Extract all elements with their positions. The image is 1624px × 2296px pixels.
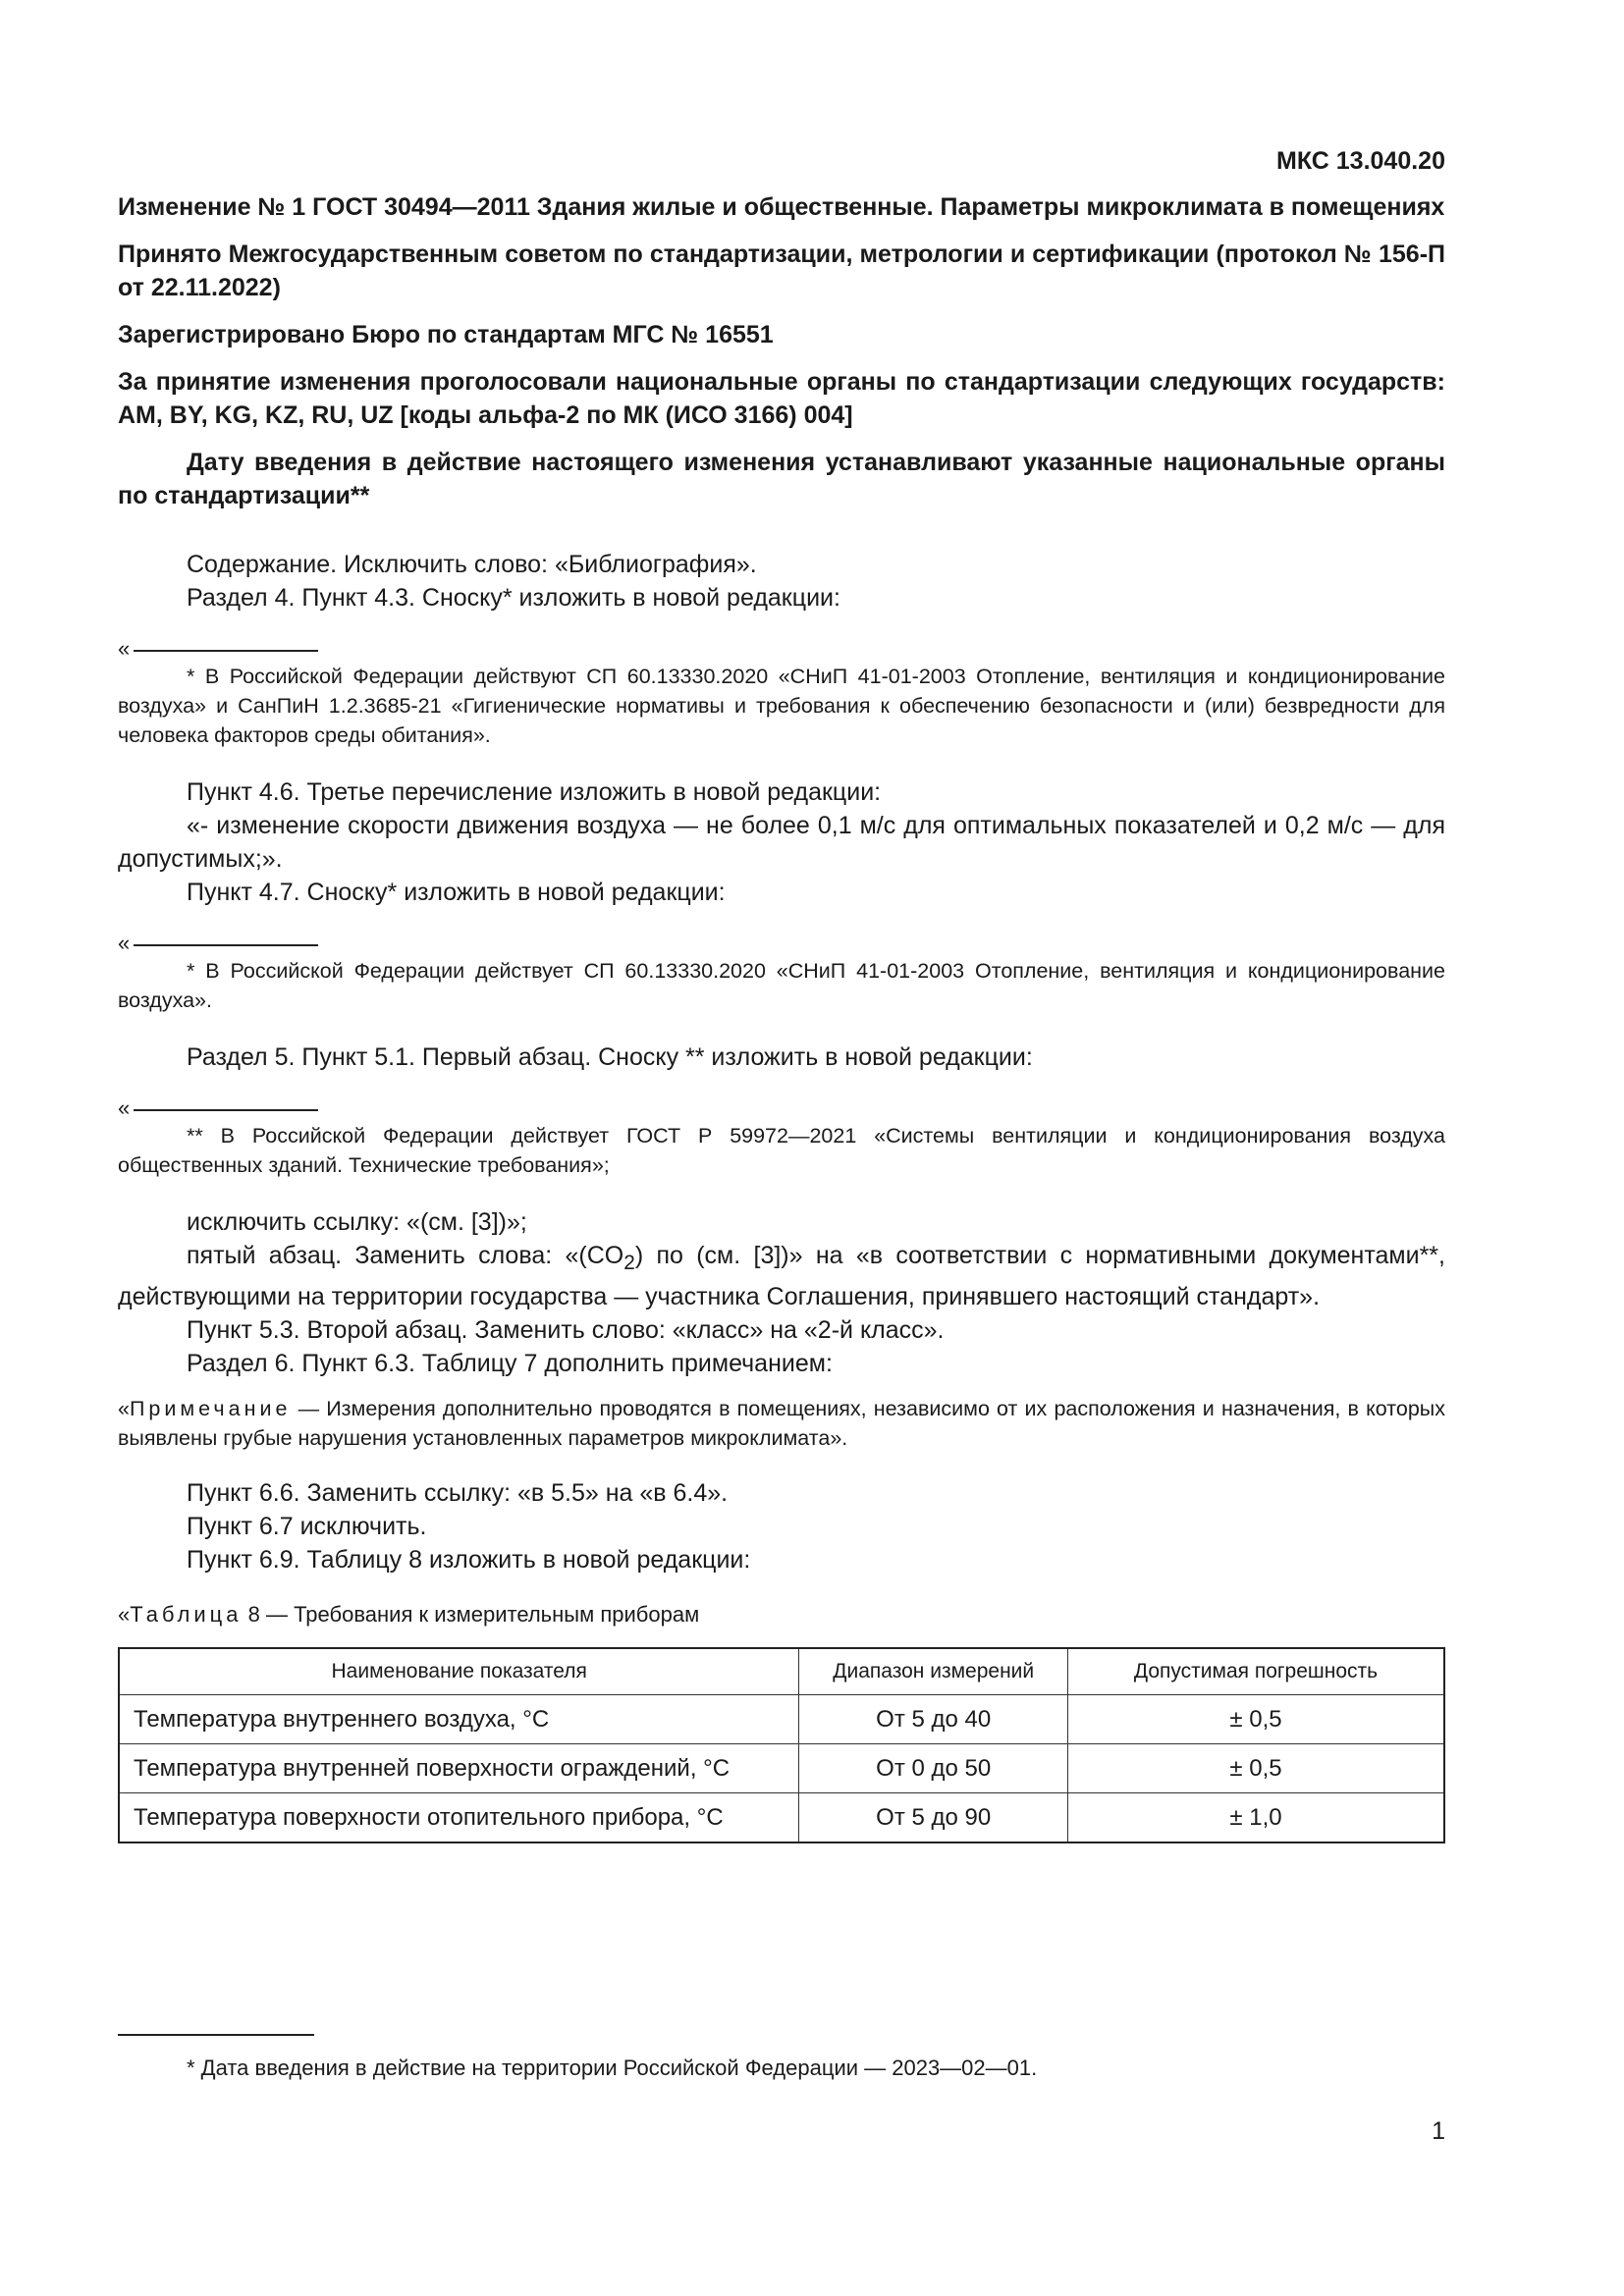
item-6-6: Пункт 6.6. Заменить ссылку: «в 5.5» на «в 6.4». (187, 1479, 729, 1507)
table-cell: Температура внутреннего воздуха, °С (119, 1695, 799, 1744)
footnote-open-2: « (118, 931, 1445, 956)
item-6-7: Пункт 6.7 исключить. (187, 1513, 427, 1540)
section5-change: Раздел 5. Пункт 5.1. Первый абзац. Сноску ** изложить в новой редакции: (187, 1043, 1033, 1071)
section6-change: Раздел 6. Пункт 6.3. Таблицу 7 дополнить примечанием: (187, 1350, 833, 1377)
item-4-6: Пункт 4.6. Третье перечисление изложить в новой редакции: (187, 778, 882, 806)
column-header: Диапазон измерений (799, 1648, 1068, 1695)
table-header-row (119, 1648, 1444, 1695)
table-row (119, 1793, 1444, 1843)
contents-change: Содержание. Исключить слово: «Библиография». (187, 551, 757, 578)
footnote-text-3: ** В Российской Федерации действует ГОСТ Р 59972—2021 «Системы вентиляции и кондиционирования воздуха общественных зданий. Технические требования»; (118, 1124, 1445, 1177)
item-6-9: Пункт 6.9. Таблицу 8 изложить в новой редакции: (187, 1546, 751, 1574)
table-cell: ± 1,0 (1068, 1793, 1444, 1843)
section4-change: Раздел 4. Пункт 4.3. Сноску* изложить в новой редакции: (187, 584, 840, 612)
exclude-reference: исключить ссылку: «(см. [3])»; (187, 1208, 527, 1236)
footnote-divider (118, 2034, 314, 2036)
table7-note: «Примечание — Измерения дополнительно проводятся в помещениях, независимо от их расположения и назначения, в которых выявлены грубые нарушения установленных параметров микроклимата». (118, 1397, 1445, 1450)
footnote-text-2: * В Российской Федерации действует СП 60.13330.2020 «СНиП 41-01-2003 Отопление, вентиляция и кондиционирование воздуха». (118, 959, 1445, 1012)
footnote-text-1: * В Российской Федерации действуют СП 60.13330.2020 «СНиП 41-01-2003 Отопление, вентиляция и кондиционирование воздуха» и СанПиН 1.2.3685-21 «Гигиенические нормативы и требования к обеспечению безопасности и (или) безвредности для человека факторов среды обитания». (118, 665, 1445, 747)
table-cell: От 5 до 40 (799, 1695, 1068, 1744)
amendment-title: Изменение № 1 ГОСТ 30494—2011 Здания жилые и общественные. Параметры микроклимата в помещениях (118, 193, 1445, 221)
fifth-paragraph-change: пятый абзац. Заменить слова: «$(CO_2)$ по (см. [3])» на «в соответствии с нормативными документами**, действующими на территории государства — участника Соглашения, принявшего настоящий стандарт». (118, 1242, 1445, 1310)
table-cell: От 0 до 50 (799, 1744, 1068, 1793)
item-4-7: Пункт 4.7. Сноску* изложить в новой редакции: (187, 879, 726, 906)
table-cell: ± 0,5 (1068, 1744, 1444, 1793)
table-cell: Температура поверхности отопительного прибора, °С (119, 1793, 799, 1843)
page-number: 1 (1432, 2117, 1445, 2145)
column-header: Допустимая погрешность (1068, 1648, 1444, 1695)
document-page (118, 147, 1445, 1843)
table-row (119, 1744, 1444, 1793)
effective-date-note: Дату введения в действие настоящего изменения устанавливают указанные национальные органы по стандартизации** (118, 449, 1445, 509)
item-5-3: Пункт 5.3. Второй абзац. Заменить слово: «класс» на «2-й класс». (187, 1316, 945, 1344)
instrument-requirements-table (118, 1647, 1445, 1843)
table-cell: От 5 до 90 (799, 1793, 1068, 1843)
footnote-open-1: « (118, 636, 1445, 662)
table-cell: Температура внутренней поверхности ограждений, °С (119, 1744, 799, 1793)
accepted-by: Принято Межгосударственным советом по стандартизации, метрологии и сертификации (протокол № 156-П от 22.11.2022) (118, 240, 1445, 301)
column-header: Наименование показателя (119, 1648, 799, 1695)
item-4-6-text: «- изменение скорости движения воздуха — не более 0,1 м/с для оптимальных показателей и 0,2 м/с — для допустимых;». (118, 812, 1445, 873)
classification-code: МКС 13.040.20 (1276, 147, 1445, 175)
registration: Зарегистрировано Бюро по стандартам МГС № 16551 (118, 321, 774, 348)
footnote-open-3: « (118, 1095, 1445, 1121)
table-row (119, 1695, 1444, 1744)
page-footnote: * Дата введения в действие на территории Российской Федерации — 2023—02—01. (187, 2056, 1038, 2080)
table-cell: ± 0,5 (1068, 1695, 1444, 1744)
table-caption: «Таблица 8 — Требования к измерительным приборам (118, 1602, 700, 1627)
voting-states: За принятие изменения проголосовали национальные органы по стандартизации следующих государств: AM, BY, KG, KZ, RU, UZ [коды альфа-2 по МК (ИСО 3166) 004] (118, 368, 1445, 429)
